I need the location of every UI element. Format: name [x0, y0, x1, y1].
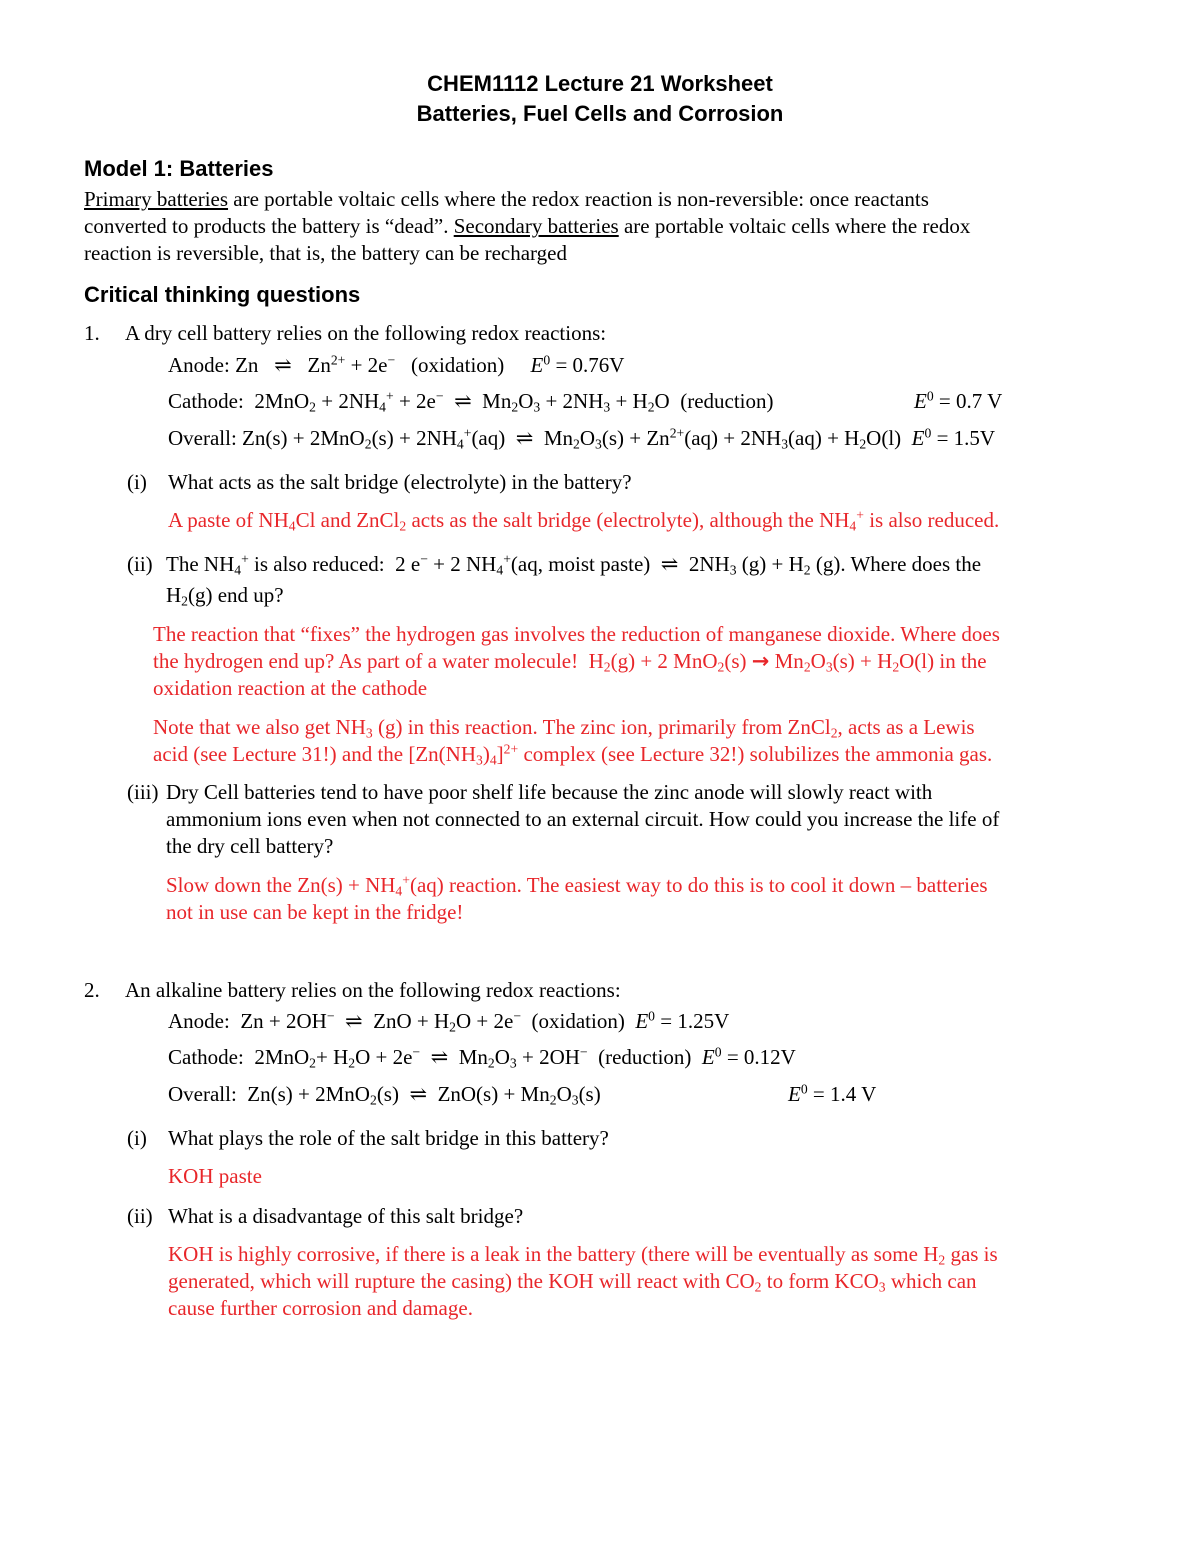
q1-ii-text: The $NH_4^+$ is also reduced: 2 e− + 2 $NH_4^+(aq$, moist paste) ⇌ $2NH_3$ $(g) + H_2$ (g). Where does the [166, 551, 982, 578]
secondary-batteries-term: Secondary batteries [453, 214, 619, 238]
q2-cathode-equation: Cathode: $2MnO_2+ H_2O + 2e^-$ ⇌ $Mn_2O_3 + 2OH^-$ (reduction) $E^0 = 0.12V$ [168, 1044, 796, 1071]
q1-iii-number: (iii) [127, 780, 159, 804]
q1-i-text: What acts as the salt bridge (electrolyte) in the battery? [168, 470, 632, 494]
q2-ii-answer-line3: cause further corrosion and damage. [168, 1296, 473, 1320]
q1-i-number: (i) [127, 470, 147, 494]
q1-cathode-potential: $E^0 = 0.7$ V [914, 388, 1003, 413]
q1-ii-answer-line3: oxidation reaction at the cathode [153, 676, 428, 700]
q1-iii-text-line2: ammonium ions even when not connected to an external circuit. How could you increase the life of [166, 807, 1000, 831]
model1-line2-rest: are portable voltaic cells where the redox [618, 214, 971, 238]
q2-text: An alkaline battery relies on the following redox reactions: [125, 978, 621, 1002]
q1-iii-text-line3: the dry cell battery? [166, 834, 334, 858]
q1-anode-equation: Anode: Zn ⇌ $Zn^{2+} + 2e^-$ (oxidation) $E^0 = 0.76V$ [168, 352, 625, 377]
model1-line3: reaction is reversible, that is, the battery can be recharged [84, 241, 567, 265]
model1-line2-text: converted to products the battery is “dead”. [84, 214, 454, 238]
q1-iii-text-line1: Dry Cell batteries tend to have poor shelf life because the zinc anode will slowly react with [166, 780, 933, 804]
q1-cathode-equation: Cathode: $2MnO_2 + 2NH_4^+ + 2e^-$ ⇌ $Mn_2O_3 + 2NH_3 + H_2O$ (reduction) [168, 388, 774, 415]
page-title: CHEM1112 Lecture 21 Worksheet [427, 71, 773, 96]
q1-text: A dry cell battery relies on the following redox reactions: [125, 321, 607, 345]
q2-i-text: What plays the role of the salt bridge in this battery? [168, 1126, 609, 1150]
q1-ii-answer-line1: The reaction that “fixes” the hydrogen gas involves the reduction of manganese dioxide. Where does [153, 622, 1000, 646]
model1-heading: Model 1: Batteries [84, 156, 274, 181]
ctq-heading: Critical thinking questions [84, 282, 361, 307]
q2-ii-number: (ii) [127, 1204, 153, 1228]
q2-overall-equation: Overall: Zn(s) + 2MnO$_2$(s) ⇌ $ZnO(s) + Mn_2O_3(s)$ [168, 1082, 601, 1108]
q1-number: 1. [84, 321, 100, 345]
q2-i-number: (i) [127, 1126, 147, 1150]
primary-batteries-term: Primary batteries [84, 187, 229, 211]
q2-anode-equation: Anode: Zn + 2OH− ⇌ ZnO + $H_2O + 2e^-$ (oxidation) $E^0 = 1.25V$ [168, 1008, 730, 1035]
q2-ii-answer-line2: generated, which will rupture the casing) the KOH will react with $CO_2$ to form $KCO_3$ which can [168, 1269, 977, 1295]
model1-line1-text: are portable voltaic cells where the redox reaction is non-reversible: once reactants [228, 187, 929, 211]
q1-ii-note-line1: Note that we also get $NH_3$ (g) in this reaction. The zinc ion, primarily from ZnCl$_2$, acts as a Lewis [153, 715, 975, 741]
q1-ii-answer-line2: the hydrogen end up? As part of a water molecule! $H_2(g) + 2$ $MnO_2(s) \to Mn_2O_3(s) + H_2O(l)$ in the [153, 649, 987, 675]
q1-ii-number: (ii) [127, 552, 153, 576]
q1-ii-text2: $H_2(g)$ end up? [166, 583, 284, 609]
q1-ii-note-line2: acid (see Lecture 31!) and the $[Zn(NH_3)_4]^{2+}$ complex (see Lecture 32!) solubilizes the ammonia gas. [153, 741, 993, 768]
q2-overall-potential: $E^0 = 1.4$ V [788, 1081, 877, 1106]
q2-ii-text: What is a disadvantage of this salt bridge? [168, 1204, 524, 1228]
q1-iii-answer-line1: Slow down the $Zn(s) + NH_4^+(aq)$ reaction. The easiest way to do this is to cool it down – batteries [166, 872, 988, 899]
q1-iii-answer-line2: not in use can be kept in the fridge! [166, 900, 464, 924]
q2-number: 2. [84, 978, 100, 1002]
model1-line1 [84, 189, 929, 210]
page-subtitle: Batteries, Fuel Cells and Corrosion [416, 101, 784, 126]
model1-line2 [84, 216, 970, 237]
q1-i-answer: A paste of $NH_4Cl$ and ZnCl$_2$ acts as the salt bridge (electrolyte), although the $NH_4^+$ is also reduced. [168, 507, 1000, 534]
q2-i-answer: KOH paste [168, 1164, 262, 1188]
q2-ii-answer-line1: KOH is highly corrosive, if there is a leak in the battery (there will be eventually as some $H_2$ gas is [168, 1242, 998, 1268]
q1-overall-equation: Overall: $Zn(s) + 2MnO_2(s) + 2NH_4^+(aq)$ ⇌ $Mn_2O_3(s) + Zn^{2+}(aq) + 2NH_3(aq) + H_2O(l) E^0 = 1.5V$ [168, 425, 996, 452]
